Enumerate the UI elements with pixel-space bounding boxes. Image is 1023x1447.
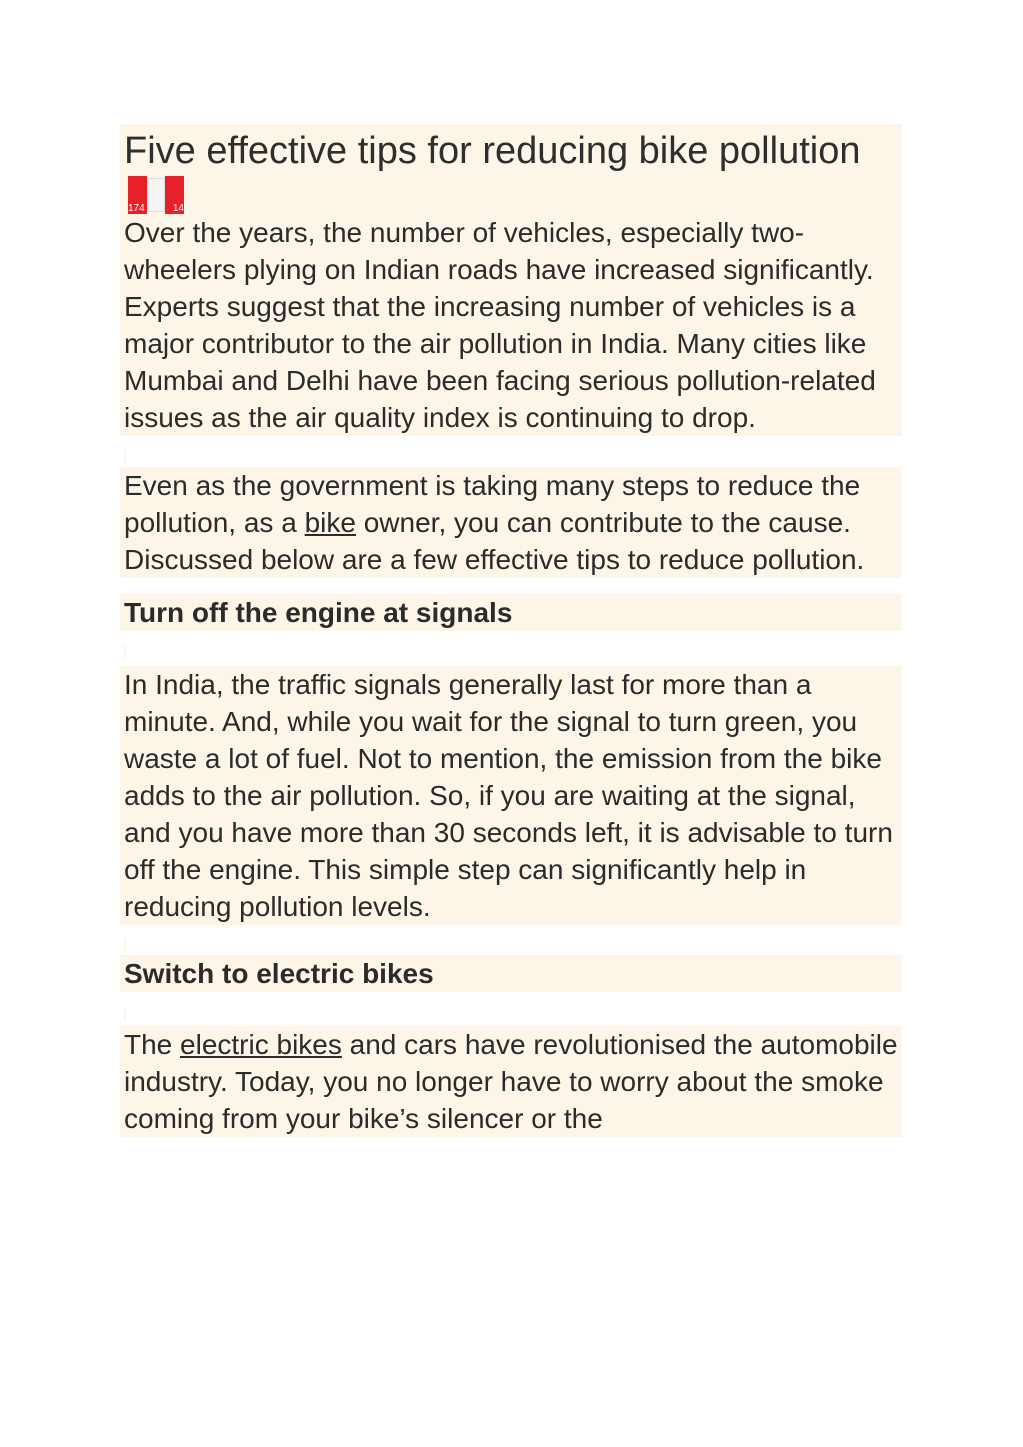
section2-heading-block <box>120 955 902 992</box>
section2-before: The <box>124 1029 181 1060</box>
article-title: Five effective tips for reducing bike pollution <box>124 130 861 172</box>
section2-after: and cars have revolutionised the automobile industry. Today, you no longer have to worry about the smoke coming from your bike’s silencer or the <box>124 1029 898 1134</box>
section2-heading: Switch to electric bikes <box>124 958 434 989</box>
share-right-count: 14 <box>172 203 184 214</box>
share-row <box>124 176 898 214</box>
spacer <box>120 992 902 1026</box>
spacer <box>120 925 902 955</box>
paragraph-2-after: owner, you can contribute to the cause. Discussed below are a few effective tips to reduce pollution. <box>124 507 865 575</box>
section1-heading-block <box>120 594 902 631</box>
intro-paragraph: Over the years, the number of vehicles, especially two-wheelers plying on Indian roads have increased significantly. Experts suggest that the increasing number of vehicles is a major contributor to the air pollution in India. Many cities like Mumbai and Delhi have been facing serious pollution-related issues as the air quality index is continuing to drop. <box>124 217 876 433</box>
section1-body: In India, the traffic signals generally last for more than a minute. And, while you wait for the signal to turn green, you waste a lot of fuel. Not to mention, the emission from the bike adds to the air pollution. So, if you are waiting at the signal, and you have more than 30 seconds left, it is advisable to turn off the engine. This simple step can significantly help in reducing pollution levels. <box>124 669 893 922</box>
share-left-button[interactable] <box>128 176 147 214</box>
paragraph-2 <box>124 467 898 578</box>
bike-link[interactable]: bike <box>304 507 356 538</box>
electric-bikes-link[interactable]: electric bikes <box>180 1029 342 1060</box>
title-block <box>120 124 902 436</box>
section2-body-block <box>120 1026 902 1137</box>
share-right-button[interactable] <box>165 176 184 214</box>
share-divider-icon <box>147 178 164 212</box>
section1-body-block <box>120 666 902 925</box>
share-left-count: 174 <box>128 203 145 214</box>
section2-body <box>124 1026 898 1137</box>
spacer <box>120 436 902 467</box>
paragraph-2-before: Even as the government is taking many steps to reduce the pollution, as a <box>124 470 861 538</box>
section1-heading: Turn off the engine at signals <box>124 597 513 628</box>
gap <box>120 578 902 594</box>
para2-block <box>120 467 902 578</box>
share-widget[interactable] <box>128 176 184 214</box>
spacer <box>120 631 902 666</box>
article <box>120 124 902 1137</box>
